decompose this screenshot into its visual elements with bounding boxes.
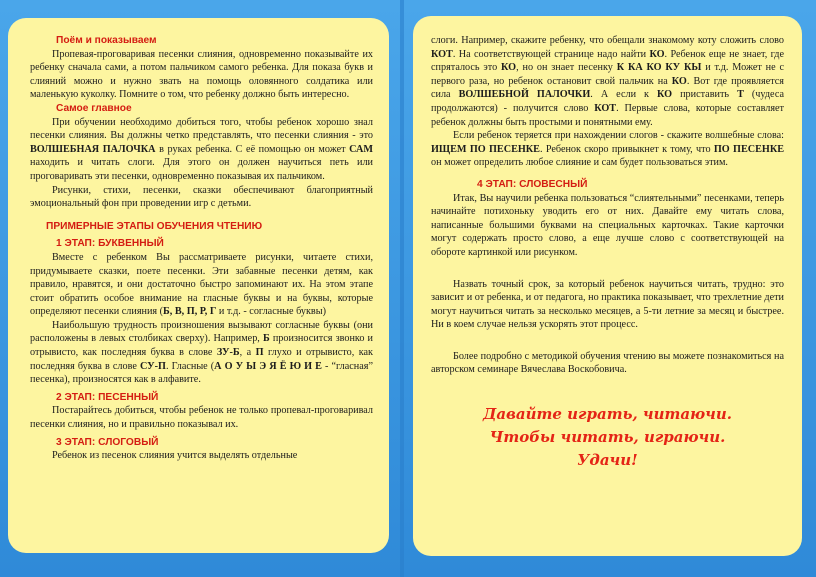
- slogan-line-1: Давайте играть, читаючи.: [482, 405, 733, 424]
- left-panel: [8, 18, 389, 553]
- right-panel: [413, 16, 802, 556]
- stage4-heading: 4 ЭТАП: СЛОВЕСНЫЙ: [477, 178, 588, 190]
- stage1-paragraph-1: Вместе с ребенком Вы рассматриваете рисунки, читаете стихи, придумываете сказки, поете песенки. Эти забавные песенки детям, как правило, нравятся, и они достаточно быстро запоминают их. На этом этапе стоит обратить особое внимание на гласные буквы и на буквы, которые определяют песенки слияния (Б, В, П, Р, Г и т.д. - согласные буквы): [30, 251, 373, 318]
- lost-paragraph: Если ребенок теряется при нахождении слогов - скажите волшебные слова: ИЩЕМ ПО ПЕСЕНКЕ. Ребенок скоро привыкнет к тому, что ПО ПЕСЕНКЕ он может определить любое слияние и сам будет пользоваться этим.: [431, 130, 784, 169]
- poem-heading: Поём и показываем: [56, 35, 157, 46]
- main-paragraph-2: Рисунки, стихи, песенки, сказки обеспечивают благоприятный эмоциональный фон при проведении игр с детьми.: [30, 184, 373, 210]
- slogan-line-3: Удачи!: [577, 451, 638, 470]
- main-paragraph-1: При обучении необходимо добиться того, чтобы ребенок хорошо знал песенки слияния. Вы должны четко представлять, что песенки слияния - это ВОЛШЕБНАЯ ПАЛОЧКА в руках ребенка. С её помощью он может САМ находить и читать слоги. Для этого он должен научиться петь или проговаривать эти песенки, одновременно показывая их пальчиком.: [30, 116, 373, 182]
- main-heading: Самое главное: [56, 102, 132, 114]
- poem-paragraph: Пропевая-проговаривая песенки слияния, одновременно показывайте их ребенку сначала сами, а потом пальчиком самого ребенка. Для показа букв и слияний можно и нужно звать на помощь оловянного солдатика или маленькую куколку. Помните о том, что ребенку должно быть интересно.: [30, 48, 373, 101]
- fold-line: [400, 0, 404, 577]
- stage4-paragraph: Итак, Вы научили ребенка пользоваться “слиятельными” песенками, теперь начинайте потихоньку уводить его от них. Давайте ему читать слова, написанные большими буквами на специальных карточках. Такие карточки могут содержать просто слово, а еще лучше слово с соответствующей на обороте картинкой или рисунком.: [431, 192, 784, 258]
- stage2-paragraph: Постарайтесь добиться, чтобы ребенок не только пропевал-проговаривал песенки слияния, но и правильно показывал их.: [30, 405, 373, 431]
- stage1-paragraph-2: Наибольшую трудность произношения вызывают согласные буквы (они расположены в левых столбиках сверху). Например, Б произносится звонко и отрывисто, как последняя буква в слове ЗУ-Б, а П глухо и отрывисто, как последняя буква в слове СУ-П. Гласные (А О У Ы Э Я Ё Ю И Е - “гласная” песенка), произносятся как в алфавите.: [30, 319, 374, 386]
- stage3-paragraph: Ребенок из песенок слияния учится выделять отдельные: [52, 450, 298, 462]
- stages-heading: ПРИМЕРНЫЕ ЭТАПЫ ОБУЧЕНИЯ ЧТЕНИЮ: [46, 220, 263, 232]
- slogan: [431, 403, 784, 472]
- stage2-heading: 2 ЭТАП: ПЕСЕННЫЙ: [56, 391, 159, 403]
- stage1-heading: 1 ЭТАП: БУКВЕННЫЙ: [56, 238, 164, 250]
- continuation-paragraph: слоги. Например, скажите ребенку, что обещали знакомому коту сложить слово КОТ. На соответствующей странице надо найти КО. Ребенок еще не знает, где спряталось это КО, но он знает песенку К КА КО КУ КЫ и т.д. Может не с первого раза, но ребенок остановит свой пальчик на КО. Вот где проявляется сила ВОЛШЕБНОЙ ПАЛОЧКИ. А если к КО приставить Т (чудеса продолжаются) - получится слово КОТ. Первые слова, которые составляет ребенок должны быть простыми и понятными ему.: [431, 35, 785, 128]
- slogan-line-2: Чтобы читать, играючи.: [489, 428, 726, 447]
- stage3-heading: 3 ЭТАП: СЛОГОВЫЙ: [56, 436, 159, 448]
- more-info-paragraph: Более подробно с методикой обучения чтению вы можете познакомиться на авторском семинаре Вячеслава Воскобовича.: [431, 350, 784, 376]
- term-paragraph: Назвать точный срок, за который ребенок научиться читать, трудно: это зависит и от ребенка, и от педагога, но практика показывает, что трехлетние дети могут научиться читать за несколько месяцев, а 5-ти летние за месяц и быстрее. Ни в коем случае нельзя ускорять этот процесс.: [431, 278, 784, 331]
